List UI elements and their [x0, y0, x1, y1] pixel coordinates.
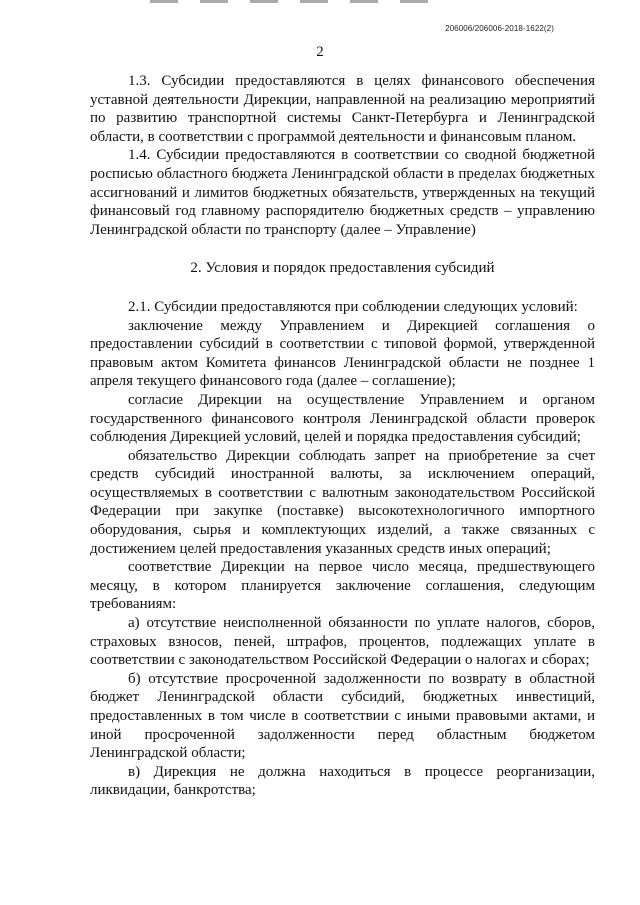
section-2-title: 2. Условия и порядок предоставления субсидий: [190, 260, 495, 277]
page-number: 2: [316, 44, 324, 60]
condition-consent: согласие Дирекции на осуществление Управлением и органом государственного финансового контроля Ленинградской области проверок соблюдения Дирекцией условий, целей и порядка предоставления субсидий;: [90, 391, 595, 446]
document-code: 206006/206006-2018-1622(2): [445, 24, 554, 33]
requirement-b: б) отсутствие просроченной задолженности по возврату в областной бюджет Ленинградской области субсидий, бюджетных инвестиций, предоставленных в том числе в соответствии с иными правовыми актами, и иной просроченной задолженности перед областным бюджетом Ленинградской области;: [90, 670, 595, 762]
condition-agreement: заключение между Управлением и Дирекцией соглашения о предоставлении субсидий в соответствии с типовой формой, утвержденной правовым актом Комитета финансов Ленинградской области не позднее 1 апреля текущего финансового года (далее – соглашение);: [90, 317, 595, 390]
scan-edge-marks: [150, 0, 428, 4]
paragraph-1-4: 1.4. Субсидии предоставляются в соответствии со сводной бюджетной росписью областного бюджета Ленинградской области в пределах бюджетных ассигнований и лимитов бюджетных обязательств, утвержденных на текущий финансовый год главному распорядителю бюджетных средств – управлению Ленинградской области по транспорту (далее – Управление): [90, 147, 595, 238]
condition-obligation: обязательство Дирекции соблюдать запрет на приобретение за счет средств субсидий иностранной валюты, за исключением операций, осуществляемых в соответствии с валютным законодательством Российской Федерации при закупке (поставке) высокотехнологичного импортного оборудования, сырья и комплектующих изделий, а также связанных с достижением целей предоставления указанных средств иных операций;: [90, 447, 595, 557]
paragraph-1-3: 1.3. Субсидии предоставляются в целях финансового обеспечения уставной деятельности Дирекции, направленной на реализацию мероприятий по развитию транспортной системы Санкт-Петербурга и Ленинградской области, в соответствии с программой деятельности и финансовым планом.: [90, 73, 595, 145]
requirement-a: а) отсутствие неисполненной обязанности по уплате налогов, сборов, страховых взносов, пеней, штрафов, процентов, подлежащих уплате в соответствии с законодательством Российской Федерации о налогах и сборах;: [90, 615, 595, 669]
condition-compliance: соответствие Дирекции на первое число месяца, предшествующего месяцу, в котором планируется заключение соглашения, следующим требованиям:: [90, 559, 595, 613]
requirement-v: в) Дирекция не должна находиться в процессе реорганизации, ликвидации, банкротства;: [90, 763, 595, 799]
document-body: [90, 72, 595, 800]
paragraph-2-1: 2.1. Субсидии предоставляются при соблюдении следующих условий:: [128, 298, 578, 315]
